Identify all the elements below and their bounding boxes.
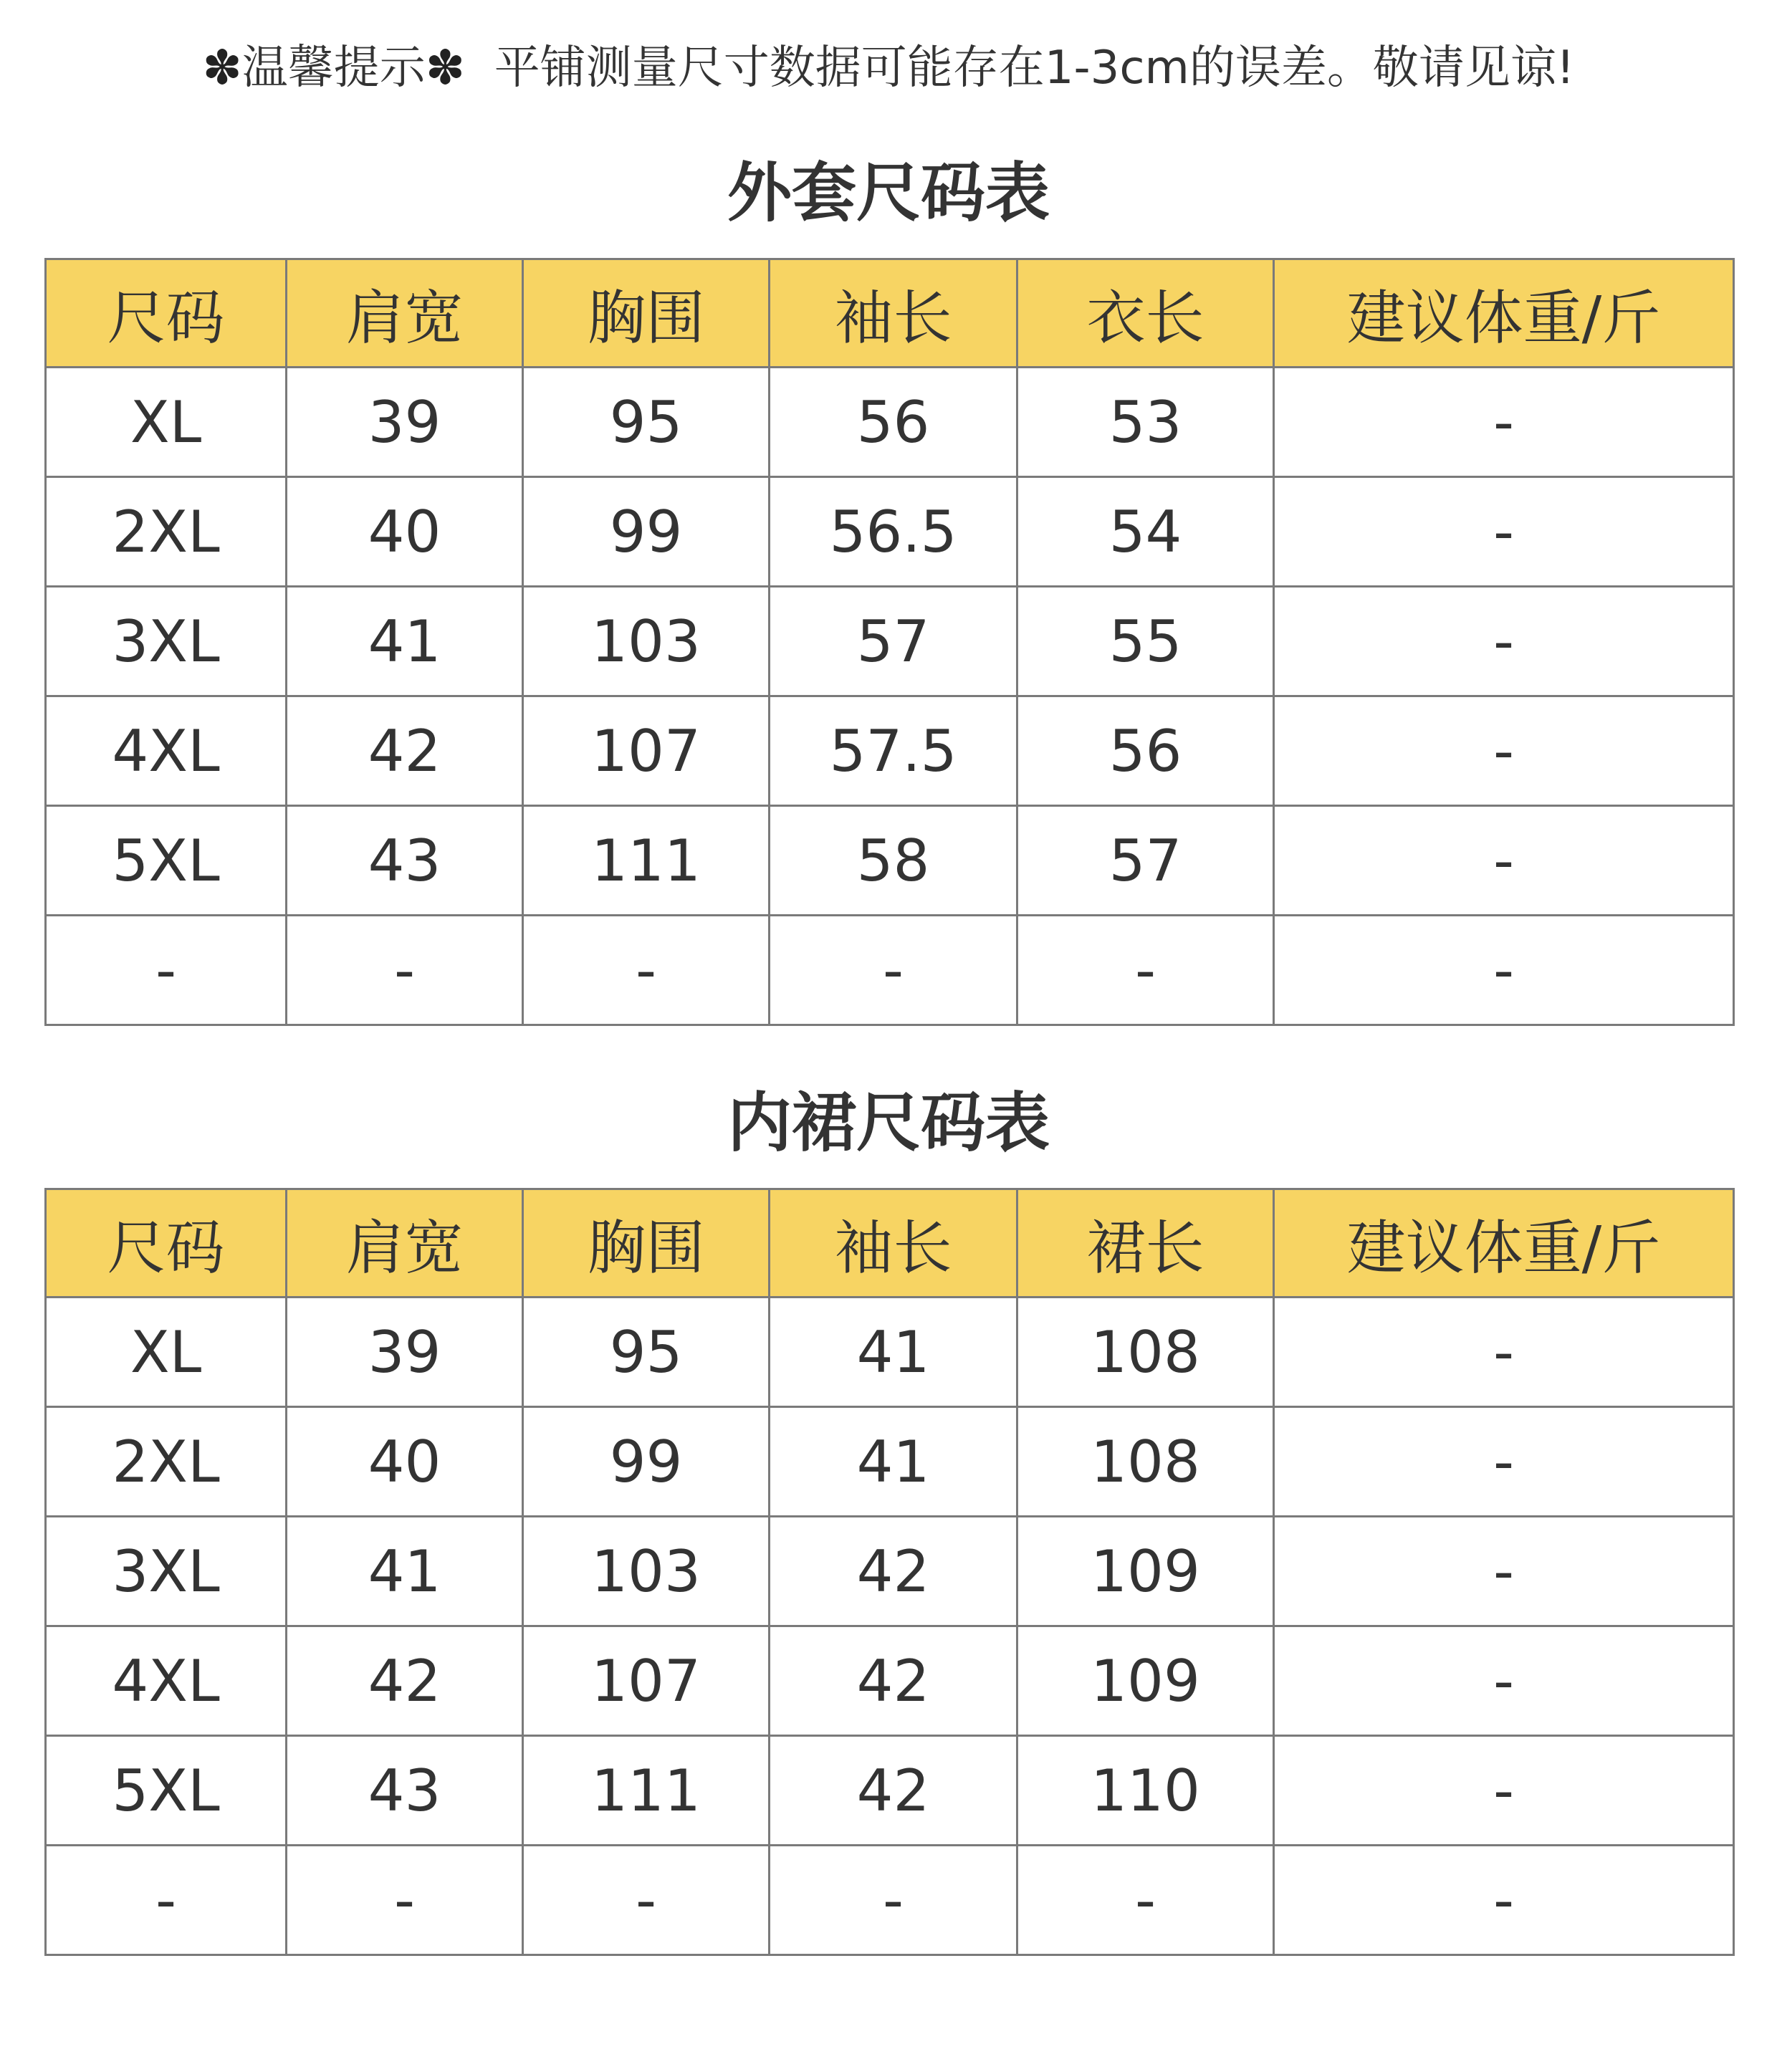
dress-table-title: 内裙尺码表 [727,1085,1050,1161]
table-cell: - [46,1846,287,1955]
header-cell-sleeve: 袖长 [770,1189,1017,1298]
table-row [46,1517,1734,1626]
table-cell: 41 [287,587,523,696]
table-cell: 103 [523,587,770,696]
table-cell: - [770,916,1017,1025]
table-cell: - [1274,368,1734,477]
table-cell: - [1274,1736,1734,1846]
header-cell-weight: 建议体重/斤 [1274,1189,1734,1298]
table-cell: 41 [287,1517,523,1626]
table-cell: 42 [770,1517,1017,1626]
table-cell: 58 [770,806,1017,916]
table-cell: 42 [770,1626,1017,1736]
table-cell: 2XL [46,477,287,587]
table-row [46,916,1734,1025]
table-cell: 53 [1017,368,1274,477]
table-cell: XL [46,368,287,477]
table-cell: 99 [523,1407,770,1517]
header-cell-shoulder: 肩宽 [287,1189,523,1298]
table-row [46,1407,1734,1517]
table-cell: 108 [1017,1298,1274,1407]
table-cell: 103 [523,1517,770,1626]
table-header-row [46,1189,1734,1298]
table-cell: - [1274,1407,1734,1517]
table-cell: 4XL [46,1626,287,1736]
table-cell: 3XL [46,1517,287,1626]
coat-size-table [44,258,1735,1026]
header-cell-size: 尺码 [46,1189,287,1298]
flower-icon: ✽ [202,40,242,95]
table-cell: - [1274,477,1734,587]
table-cell: 99 [523,477,770,587]
table-cell: 107 [523,1626,770,1736]
table-cell: 43 [287,806,523,916]
table-cell: 4XL [46,696,287,806]
table-cell: 5XL [46,806,287,916]
table-cell: - [46,916,287,1025]
table-cell: 2XL [46,1407,287,1517]
table-cell: 54 [1017,477,1274,587]
table-cell: 57.5 [770,696,1017,806]
table-cell: 40 [287,1407,523,1517]
table-cell: - [287,916,523,1025]
table-cell: 109 [1017,1517,1274,1626]
table-cell: 57 [1017,806,1274,916]
table-cell: XL [46,1298,287,1407]
table-cell: - [1274,587,1734,696]
table-cell: - [1274,1846,1734,1955]
header-cell-size: 尺码 [46,259,287,368]
table-cell: - [523,916,770,1025]
table-cell: 42 [770,1736,1017,1846]
table-cell: 40 [287,477,523,587]
table-cell: 56.5 [770,477,1017,587]
table-cell: - [1274,1298,1734,1407]
table-cell: - [770,1846,1017,1955]
table-header-row [46,259,1734,368]
table-row [46,696,1734,806]
table-cell: - [1274,806,1734,916]
table-cell: 42 [287,1626,523,1736]
table-cell: 41 [770,1407,1017,1517]
table-cell: - [287,1846,523,1955]
table-row [46,368,1734,477]
header-cell-shoulder: 肩宽 [287,259,523,368]
table-cell: 41 [770,1298,1017,1407]
header-cell-chest: 胸围 [523,259,770,368]
table-row [46,1298,1734,1407]
table-cell: 56 [770,368,1017,477]
table-cell: 55 [1017,587,1274,696]
table-cell: 43 [287,1736,523,1846]
table-cell: - [1274,1626,1734,1736]
notice-prefix: 温馨提示 [241,42,426,95]
table-cell: - [523,1846,770,1955]
table-cell: 95 [523,1298,770,1407]
header-cell-sleeve: 袖长 [770,259,1017,368]
table-cell: 107 [523,696,770,806]
table-row [46,1736,1734,1846]
table-cell: 108 [1017,1407,1274,1517]
table-cell: 42 [287,696,523,806]
table-cell: - [1274,1517,1734,1626]
table-cell: 110 [1017,1736,1274,1846]
table-row [46,1626,1734,1736]
flower-icon: ✽ [425,40,466,95]
table-cell: 39 [287,368,523,477]
header-cell-weight: 建议体重/斤 [1274,259,1734,368]
table-cell: 39 [287,1298,523,1407]
table-cell: 95 [523,368,770,477]
table-row [46,587,1734,696]
notice-text: 平铺测量尺寸数据可能存在1-3cm的误差。敬请见谅! [494,42,1575,95]
table-cell: 5XL [46,1736,287,1846]
table-row [46,477,1734,587]
table-cell: 56 [1017,696,1274,806]
header-cell-length: 裙长 [1017,1189,1274,1298]
table-row [46,806,1734,916]
table-cell: - [1274,916,1734,1025]
table-cell: - [1017,1846,1274,1955]
dress-size-table [44,1188,1735,1956]
notice-line [0,29,1777,107]
table-cell: - [1274,696,1734,806]
table-cell: 3XL [46,587,287,696]
table-cell: - [1017,916,1274,1025]
table-cell: 111 [523,806,770,916]
table-cell: 109 [1017,1626,1274,1736]
header-cell-chest: 胸围 [523,1189,770,1298]
coat-table-title: 外套尺码表 [727,155,1050,231]
table-row [46,1846,1734,1955]
table-cell: 57 [770,587,1017,696]
table-cell: 111 [523,1736,770,1846]
header-cell-length: 衣长 [1017,259,1274,368]
